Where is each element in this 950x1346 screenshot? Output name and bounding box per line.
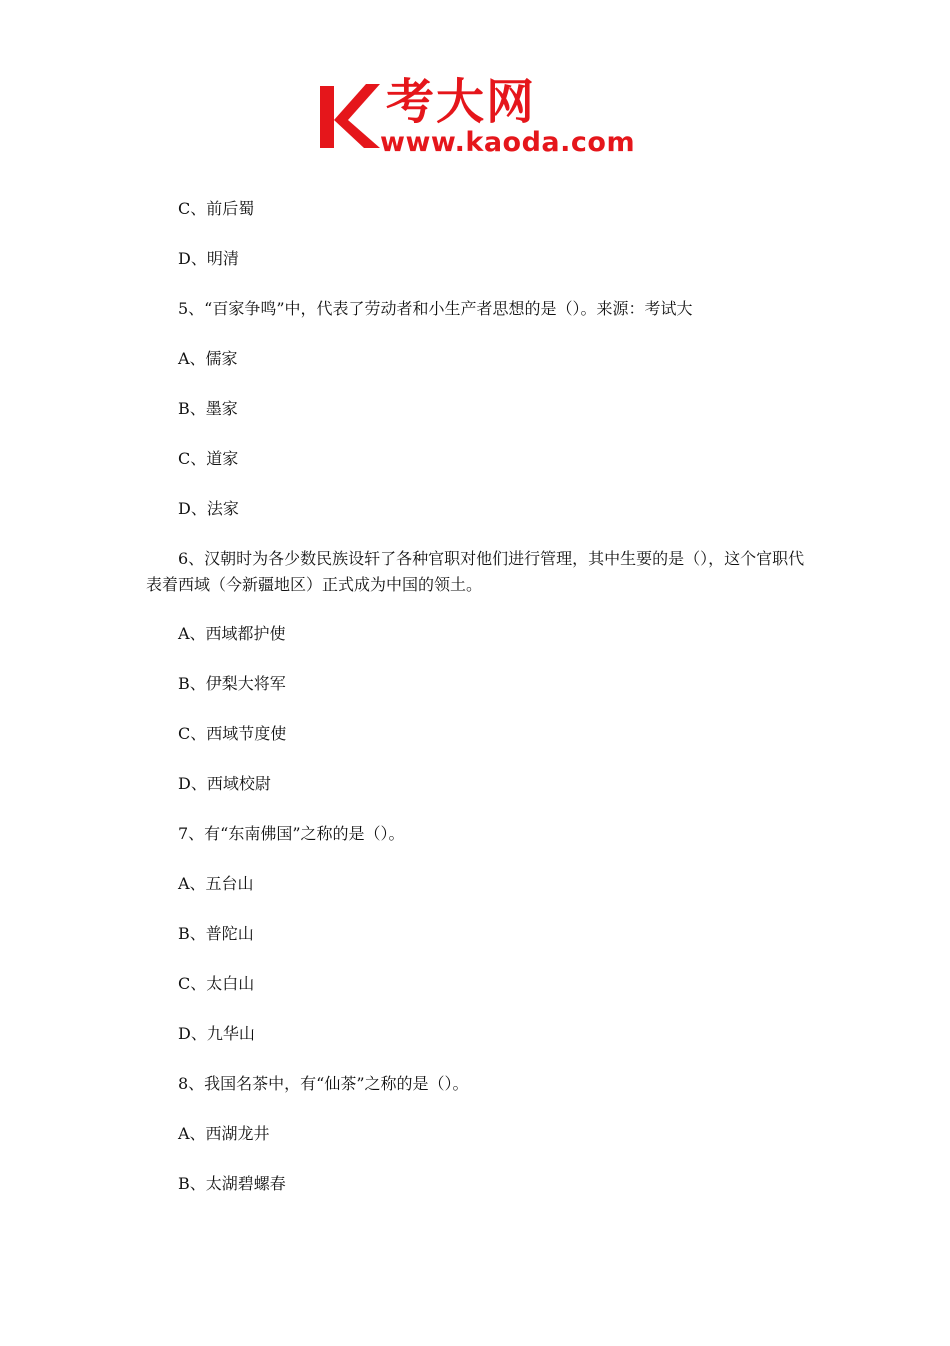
q5-option-b: B、墨家 [178, 399, 238, 418]
q6-option-b: B、伊梨大将军 [178, 674, 286, 693]
q4-option-d: D、明清 [178, 249, 239, 268]
q7-option-a: A、五台山 [178, 874, 254, 893]
q6-option-c: C、西域节度使 [178, 724, 287, 743]
q5-option-a: A、儒家 [178, 349, 238, 368]
k-logo-icon [318, 82, 380, 150]
q8-option-a: A、西湖龙井 [178, 1124, 270, 1143]
q8-question: 8、我国名茶中，有“仙茶”之称的是（）。 [178, 1074, 469, 1093]
q7-option-c: C、太白山 [178, 974, 255, 993]
brand-url: www.kaoda.com [380, 127, 636, 158]
q5-option-c: C、道家 [178, 449, 239, 468]
q8-option-b: B、太湖碧螺春 [178, 1174, 286, 1193]
q7-question: 7、有“东南佛国”之称的是（）。 [178, 824, 405, 843]
kaoda-logo [318, 74, 642, 160]
q6-option-a: A、西域都护使 [178, 624, 286, 643]
q5-option-d: D、法家 [178, 499, 239, 518]
q7-option-d: D、九华山 [178, 1024, 255, 1043]
q4-option-c: C、前后蜀 [178, 199, 255, 218]
q6-option-d: D、西域校尉 [178, 774, 271, 793]
q5-question: 5、“百家争鸣”中，代表了劳动者和小生产者思想的是（）。来源：考试大 [178, 299, 693, 318]
q6-question: 6、汉朝时为各少数民族设轩了各种官职对他们进行管理，其中生要的是（），这个官职代表着西域（今新疆地区）正式成为中国的领土。 [146, 549, 805, 594]
brand-name: 考大网 [386, 74, 537, 130]
q7-option-b: B、普陀山 [178, 924, 254, 943]
